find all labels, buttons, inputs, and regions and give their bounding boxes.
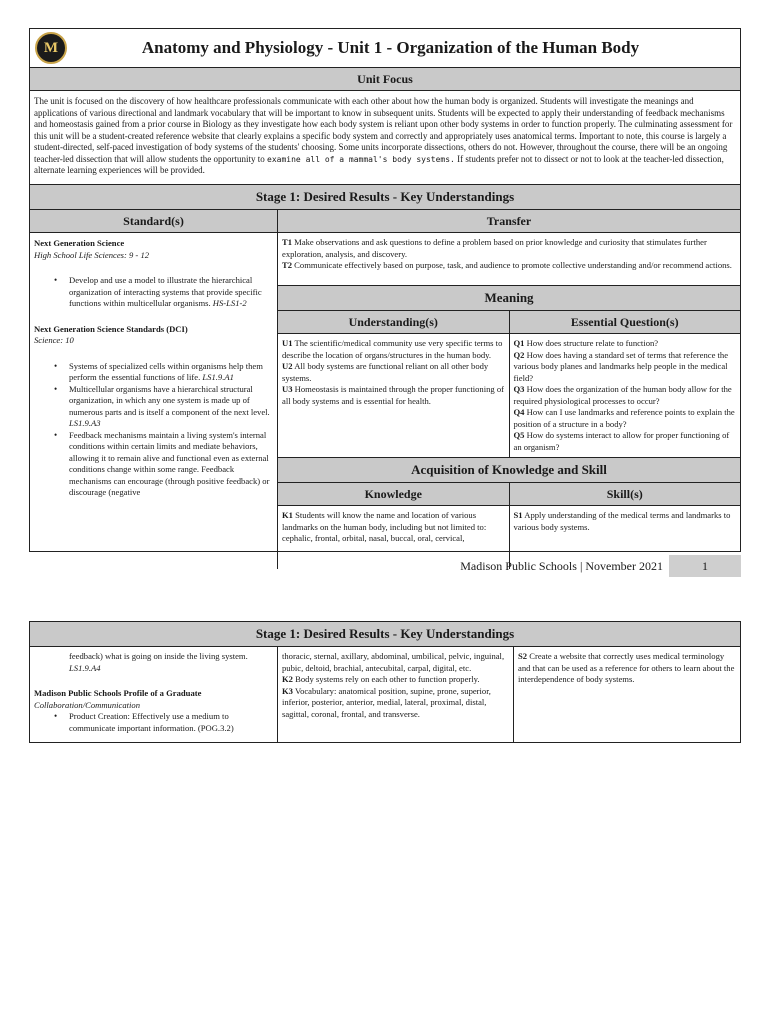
meaning-header-row (278, 311, 740, 334)
knowledge-k3: K3 Vocabulary: anatomical position, supine, prone, superior, inferior, posterior, anterior, medial, lateral, proximal, distal, sagittal, coronal, frontal, and transverse. (282, 685, 491, 719)
skills-heading: Skill(s) (510, 483, 741, 506)
eq-cell (510, 334, 741, 457)
list-item: • Develop and use a model to illustrate the hierarchical organization of interacting systems that provide specific functions within multicellular organisms. HS-LS1-2 (69, 275, 273, 310)
skills-continued-cell (514, 647, 740, 743)
ngss-block (30, 233, 277, 310)
dci-subtitle: Science: 10 (34, 335, 74, 345)
ngss-subtitle: High School Life Sciences: 9 - 12 (34, 249, 150, 260)
transfer-t2: T2 Communicate effectively based on purpose, task, and audience to promote collective understanding and/or recommend actions. (282, 260, 732, 270)
question-q4: Q4 How can I use landmarks and reference points to explain the position of a structure in a body? (513, 407, 735, 429)
right-column (278, 233, 740, 569)
school-logo: M (35, 32, 67, 64)
page-number: 1 (669, 555, 741, 577)
question-q2: Q2 How does having a standard set of terms that reference the various body planes and landmarks help people in the medical field? (513, 349, 729, 383)
stage1-heading-continued: Stage 1: Desired Results - Key Understandings (30, 622, 740, 647)
understandings-cell (278, 334, 510, 457)
transfer-cell (278, 233, 740, 286)
unit-focus-heading: Unit Focus (30, 68, 740, 91)
knowledge-continued-cell (278, 647, 514, 743)
skill-s2: S2 Create a website that correctly uses medical terminology and that can be used as a reference for others to learn about the interdependence of body systems. (518, 651, 735, 684)
transfer-heading: Transfer (278, 210, 740, 233)
question-q3: Q3 How does the organization of the human body allow for the required physiological processes to occur? (513, 384, 732, 406)
footer-text: Madison Public Schools | November 2021 (460, 558, 663, 573)
pog-title: Madison Public Schools Profile of a Graduate (34, 688, 202, 698)
dci-block (30, 310, 277, 499)
question-q5: Q5 How do systems interact to allow for proper functioning of an organism? (513, 430, 730, 452)
standards-heading: Standard(s) (30, 210, 278, 233)
page-footer (29, 555, 741, 577)
pog-subtitle: Collaboration/Communication (34, 699, 140, 710)
unit-focus-text: The unit is focused on the discovery of how healthcare professionals communicate with each other about how the human body is organized. Students will investigate the meanings and applications of various directional and landmark vocabulary that will be important to know in subsequent units. Students will be expected to apply their understanding of feedback mechanisms and homeostasis gained from a prior course in Biology as they investigate how each body system is reliant upon other body systems in order to function properly. The culminating assessment for this unit will be a student-created reference website that clearly explains a specific body system and correctly and appropriately uses anatomical terms. Important to note, this course is largely a student-directed, self-paced investigation of body systems of the students' choosing. Some units incorporate dissections, others do not. However, throughout the course, there will be an ongoing teacher-led dissection that will allow students the opportunity to examine all of a mammal's body systems. If students prefer not to dissect or not to look at the teacher-led dissection, alternate learning experiences will be provided. (30, 91, 740, 185)
knowledge-k1: K1 Students will know the name and location of various landmarks on the human body, including but not limited to: cephalic, frontal, orbital, nasal, buccal, oral, cervical, (282, 510, 487, 543)
understanding-u3: U3 Homeostasis is maintained through the proper functioning of all body systems and is essential for health. (282, 384, 504, 406)
knowledge-heading: Knowledge (278, 483, 510, 506)
dci-title: Next Generation Science Standards (DCI) (34, 323, 188, 334)
page-2 (29, 621, 741, 743)
meaning-heading: Meaning (278, 286, 740, 311)
knowledge-k2: K2 Body systems rely on each other to function properly. (282, 674, 480, 684)
ngss-title: Next Generation Science (34, 238, 125, 248)
understanding-u2: U2 All body systems are functional reliant on all other body systems. (282, 361, 489, 383)
list-item: • Feedback mechanisms maintain a living system's internal conditions within certain limits and mediate behaviors, allowing it to remain alive and functional even as external conditions change within some range. Feedback mechanisms can encourage (through positive feedback) or discourage (negative (69, 430, 273, 499)
pog-list (34, 711, 273, 734)
page-1 (29, 28, 741, 552)
eq-heading: Essential Question(s) (510, 311, 741, 334)
meaning-row (278, 334, 740, 458)
understanding-u1: U1 The scientific/medical community use very specific terms to describe the location of organs/structures in the human body. (282, 338, 503, 360)
stage1-grid (30, 233, 740, 569)
knowledge-k1-continued: thoracic, sternal, axillary, abdominal, umbilical, pelvic, inguinal, pubic, deltoid, brachial, antecubital, carpal, digital, etc. (282, 651, 505, 673)
list-item: • Product Creation: Effectively use a medium to communicate important information. (POG.3.2) (69, 711, 273, 734)
understandings-heading: Understanding(s) (278, 311, 510, 334)
standards-column (30, 233, 278, 569)
acquisition-heading: Acquisition of Knowledge and Skill (278, 458, 740, 483)
question-q1: Q1 How does structure relate to function? (513, 338, 659, 348)
dci-list (34, 361, 273, 499)
skill-s1: S1 Apply understanding of the medical terms and landmarks to various body systems. (513, 510, 731, 532)
title-row (30, 29, 740, 68)
transfer-t1: T1 Make observations and ask questions to define a problem based on prior knowledge and curiosity that stimulates further exploration, analysis, and discovery. (282, 237, 707, 259)
page-title: Anatomy and Physiology - Unit 1 - Organization of the Human Body (141, 38, 640, 57)
standards-transfer-header (30, 210, 740, 233)
ngss-list (34, 275, 273, 310)
list-item: • Systems of specialized cells within organisms help them perform the essential functions of life. LS1.9.A1 (69, 361, 273, 384)
dci-continued: feedback) what is going on inside the living system. LS1.9.A4 (69, 651, 248, 673)
acquisition-header-row (278, 483, 740, 506)
standards-continued-cell (30, 647, 278, 743)
list-item: • Multicellular organisms have a hierarchical structural organization, in which any one system is made up of numerous parts and is itself a component of the next level. LS1.9.A3 (69, 384, 273, 430)
stage1-heading: Stage 1: Desired Results - Key Understandings (30, 185, 740, 210)
page2-grid (30, 647, 740, 743)
